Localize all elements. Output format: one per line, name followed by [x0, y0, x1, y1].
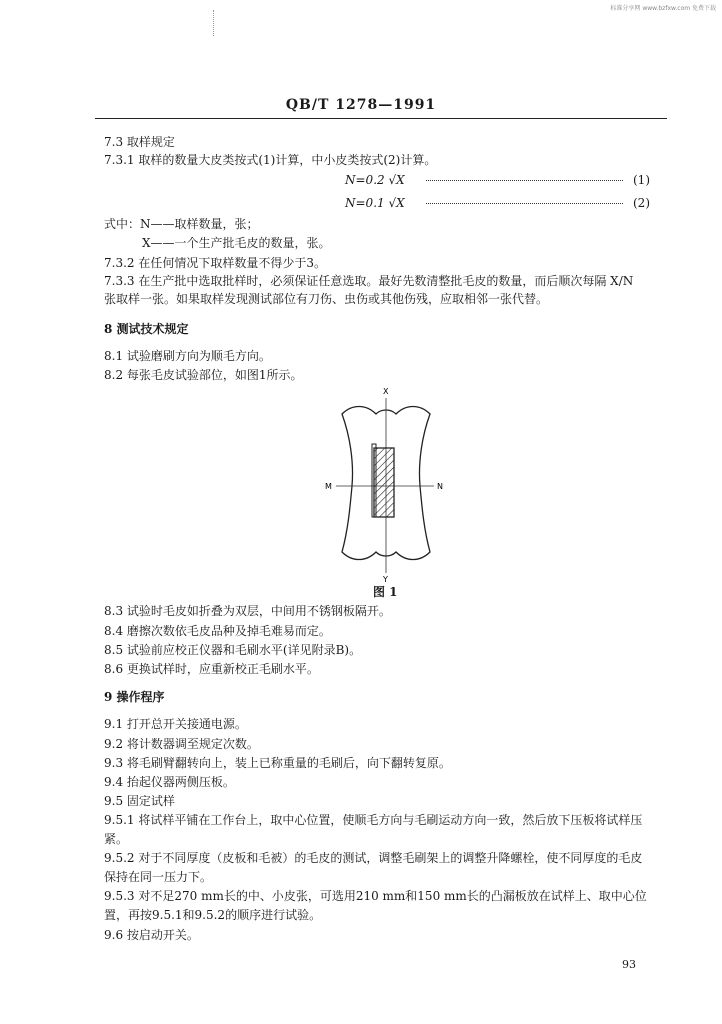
test-area-hatched — [374, 448, 394, 517]
label-y: Y — [383, 575, 388, 584]
para-7-3-3-line1: 7.3.3 在生产批中选取批样时，必须保证任意选取。最好先数清整批毛皮的数量，而后顺次每隔 X/N — [104, 274, 634, 288]
para-9-5-1-line1: 9.5.1 将试样平铺在工作台上，取中心位置，使顺毛方向与毛刷运动方向一致，然后放下压板将试样压 — [104, 813, 643, 827]
formula-1: N=0.2 √X — [345, 173, 405, 187]
scan-mark — [213, 10, 215, 36]
formula-2-number: (2) — [633, 196, 650, 210]
watermark: 标准分享网 www.bzfxw.com 免费下载 — [610, 5, 716, 12]
para-9-5-3-line1: 9.5.3 对不足270 mm长的中、小皮张，可选用210 mm和150 mm长的凸漏板放在试样上、取中心位 — [104, 889, 647, 903]
label-n: N — [437, 482, 443, 491]
para-9-5-3-line2: 置，再按9.5.1和9.5.2的顺序进行试验。 — [104, 908, 322, 922]
para-8-1: 8.1 试验磨刷方向为顺毛方向。 — [104, 349, 271, 363]
where-line-2: X——一个生产批毛皮的数量，张。 — [142, 236, 331, 250]
para-9-5-1-line2: 紧。 — [104, 832, 129, 846]
section-8-title: 8 测试技术规定 — [104, 322, 189, 336]
label-x: X — [383, 387, 389, 396]
para-9-5: 9.5 固定试样 — [104, 794, 175, 808]
leader-dots-1 — [426, 180, 623, 181]
para-9-3: 9.3 将毛刷臂翻转向上，装上已称重量的毛刷后，向下翻转复原。 — [104, 756, 451, 770]
where-line-1: 式中：N——取样数量，张； — [104, 217, 259, 231]
label-m: M — [325, 482, 332, 491]
para-9-2: 9.2 将计数器调至规定次数。 — [104, 737, 259, 751]
para-7-3-1: 7.3.1 取样的数量大皮类按式(1)计算，中小皮类按式(2)计算。 — [104, 153, 437, 167]
page-number: 93 — [622, 958, 636, 971]
formula-2: N=0.1 √X — [345, 196, 405, 210]
para-8-3: 8.3 试验时毛皮如折叠为双层，中间用不锈钢板隔开。 — [104, 604, 391, 618]
para-9-5-2-line1: 9.5.2 对于不同厚度（皮板和毛被）的毛皮的测试，调整毛刷架上的调整升降螺栓，使不同厚度的毛皮 — [104, 851, 643, 865]
formula-1-number: (1) — [633, 173, 650, 187]
para-8-5: 8.5 试验前应校正仪器和毛刷水平(详见附录B)。 — [104, 643, 362, 657]
para-9-6: 9.6 按启动开关。 — [104, 928, 199, 942]
header-rule — [95, 118, 667, 119]
leader-dots-2 — [426, 203, 623, 204]
para-9-1: 9.1 打开总开关接通电源。 — [104, 717, 247, 731]
para-7-3-2: 7.3.2 在任何情况下取样数量不得少于3。 — [104, 256, 326, 270]
section-9-title: 9 操作程序 — [104, 690, 165, 704]
para-9-5-2-line2: 保持在同一压力下。 — [104, 870, 213, 884]
standard-header: QB/T 1278—1991 — [285, 97, 437, 113]
para-8-6: 8.6 更换试样时，应重新校正毛刷水平。 — [104, 662, 319, 676]
figure-1-pelt-diagram — [318, 380, 454, 605]
para-8-2: 8.2 每张毛皮试验部位，如图1所示。 — [104, 368, 303, 382]
figure-1-caption: 图 1 — [373, 585, 398, 599]
section-7-3-title: 7.3 取样规定 — [104, 135, 175, 149]
para-7-3-3-line2: 张取样一张。如果取样发现测试部位有刀伤、虫伤或其他伤残，应取相邻一张代替。 — [104, 292, 549, 306]
para-9-4: 9.4 抬起仪器两侧压板。 — [104, 775, 235, 789]
para-8-4: 8.4 磨擦次数依毛皮品种及掉毛难易而定。 — [104, 624, 331, 638]
